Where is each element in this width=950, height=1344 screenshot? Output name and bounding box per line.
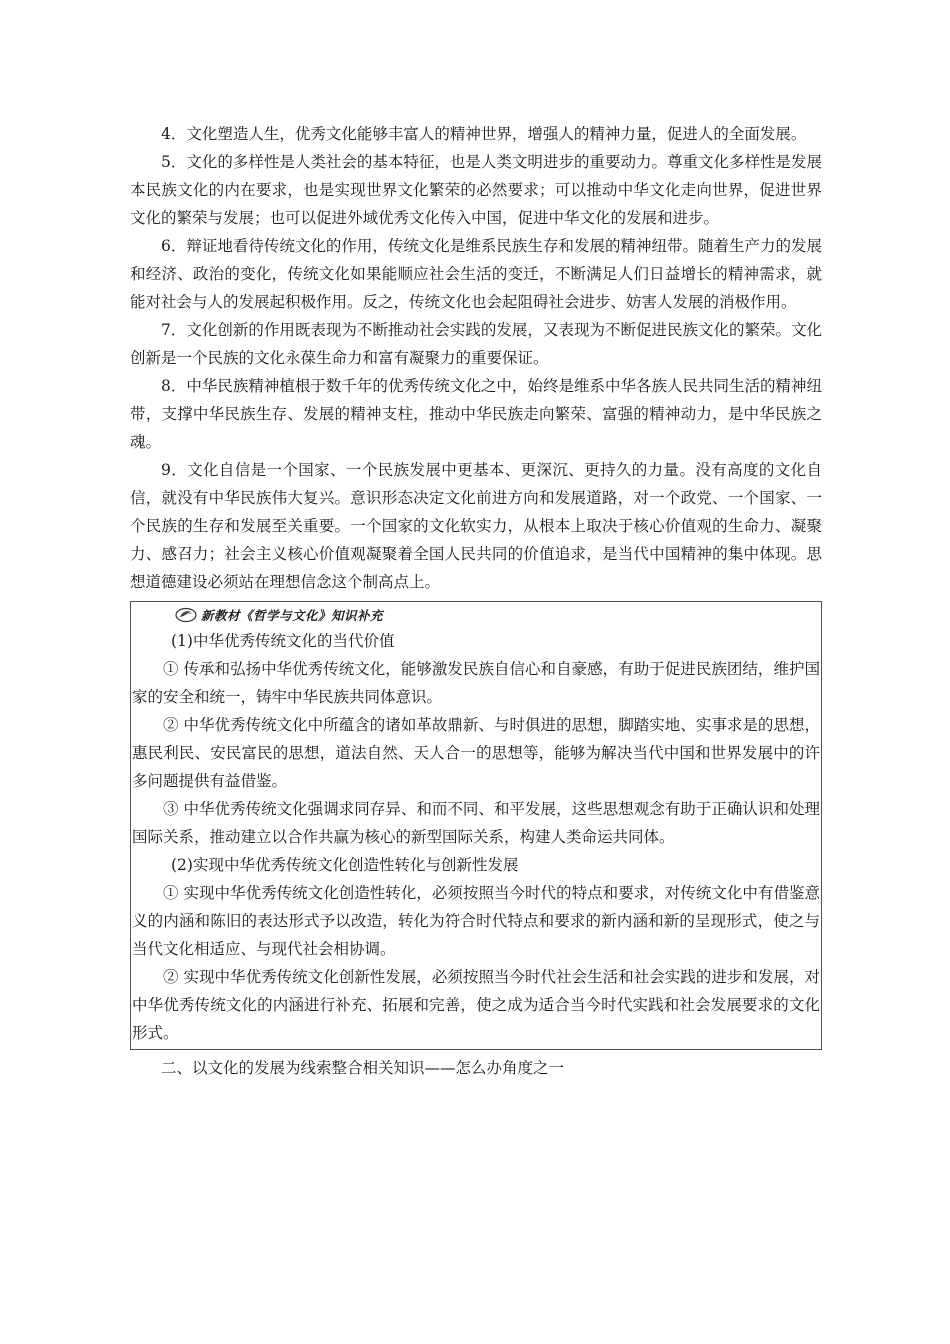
- section-2-heading: (2)实现中华优秀传统文化创造性转化与创新性发展: [171, 856, 519, 874]
- box-title: 新教材《哲学与文化》知识补充: [201, 608, 384, 623]
- document-body: [130, 120, 822, 1082]
- section-1-item-1: ① 传承和弘扬中华优秀传统文化，能够激发民族自信心和自豪感，有助于促进民族团结，维护国家的安全和统一，铸牢中华民族共同体意识。: [132, 660, 820, 706]
- paragraph-7: 7．文化创新的作用既表现为不断推动社会实践的发展，又表现为不断促进民族文化的繁荣。文化创新是一个民族的文化永葆生命力和富有凝聚力的重要保证。: [130, 321, 822, 367]
- section-1-item-2: ② 中华优秀传统文化中所蕴含的诸如革故鼎新、与时俱进的思想，脚踏实地、实事求是的思想，惠民利民、安民富民的思想，道法自然、天人合一的思想等，能够为解决当代中国和世界发展中的许多问题提供有益借鉴。: [132, 716, 820, 790]
- section-heading-two: 二、以文化的发展为线索整合相关知识——怎么办角度之一: [161, 1059, 565, 1077]
- section-2-item-2: ② 实现中华优秀传统文化创新性发展，必须按照当今时代社会生活和社会实践的进步和发展，对中华优秀传统文化的内涵进行补充、拓展和完善，使之成为适合当今时代实践和社会发展要求的文化形式。: [132, 968, 820, 1042]
- leaf-badge-icon: [175, 607, 197, 623]
- paragraph-8: 8．中华民族精神植根于数千年的优秀传统文化之中，始终是维系中华各族人民共同生活的精神纽带，支撑中华民族生存、发展的精神支柱，推动中华民族走向繁荣、富强的精神动力，是中华民族之魂。: [130, 377, 822, 451]
- paragraph-4: 4．文化塑造人生，优秀文化能够丰富人的精神世界，增强人的精神力量，促进人的全面发展。: [161, 125, 807, 143]
- paragraph-5: 5．文化的多样性是人类社会的基本特征，也是人类文明进步的重要动力。尊重文化多样性是发展本民族文化的内在要求，也是实现世界文化繁荣的必然要求；可以推动中华文化走向世界，促进世界文化的繁荣与发展；也可以促进外域优秀文化传入中国，促进中华文化的发展和进步。: [130, 153, 822, 227]
- section-1-item-3: ③ 中华优秀传统文化强调求同存异、和而不同、和平发展，这些思想观念有助于正确认识和处理国际关系，推动建立以合作共赢为核心的新型国际关系，构建人类命运共同体。: [132, 800, 820, 846]
- box-header: [131, 603, 821, 627]
- paragraph-9: 9．文化自信是一个国家、一个民族发展中更基本、更深沉、更持久的力量。没有高度的文化自信，就没有中华民族伟大复兴。意识形态决定文化前进方向和发展道路，对一个政党、一个国家、一个民族的生存和发展至关重要。一个国家的文化软实力，从根本上取决于核心价值观的生命力、凝聚力、感召力；社会主义核心价值观凝聚着全国人民共同的价值追求，是当代中国精神的集中体现。思想道德建设必须站在理想信念这个制高点上。: [130, 461, 822, 591]
- paragraph-6: 6．辩证地看待传统文化的作用，传统文化是维系民族生存和发展的精神纽带。随着生产力的发展和经济、政治的变化，传统文化如果能顺应社会生活的变迁，不断满足人们日益增长的精神需求，就能对社会与人的发展起积极作用。反之，传统文化也会起阻碍社会进步、妨害人发展的消极作用。: [130, 237, 822, 311]
- section-1-heading: (1)中华优秀传统文化的当代价值: [171, 632, 395, 650]
- section-2-item-1: ① 实现中华优秀传统文化创造性转化，必须按照当今时代的特点和要求，对传统文化中有借鉴意义的内涵和陈旧的表达形式予以改造，转化为符合时代特点和要求的新内涵和新的呈现形式，使之与当代文化相适应、与现代社会相协调。: [132, 884, 820, 958]
- knowledge-supplement-box: [130, 601, 822, 1050]
